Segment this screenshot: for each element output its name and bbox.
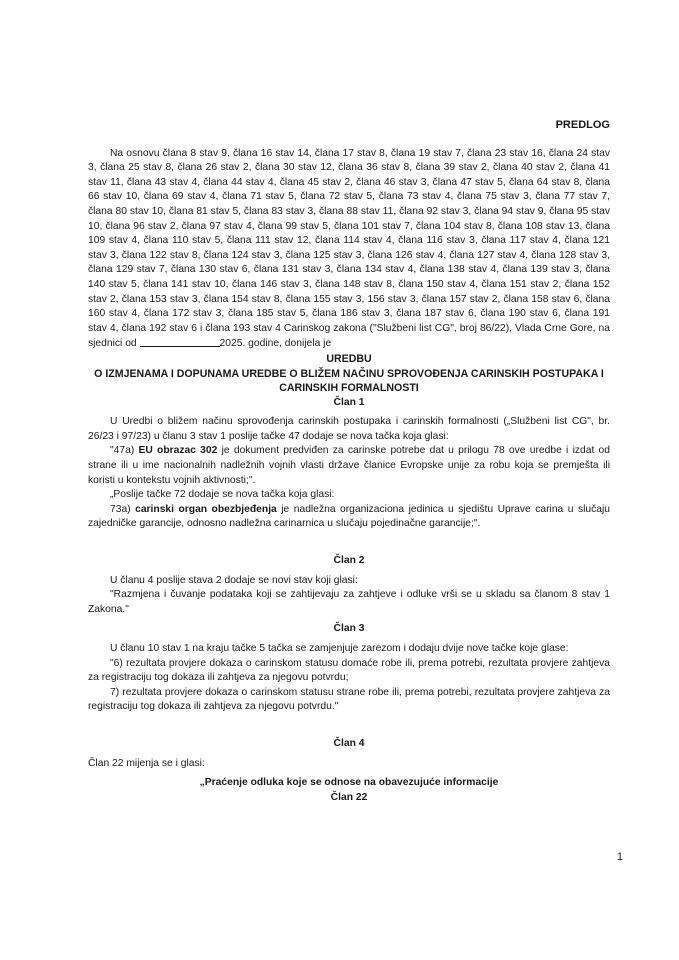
page-number: 1: [616, 851, 623, 863]
point-73a-text: je nadležna organizaciona jedinica u sjedištu Uprave carina u slučaju zajedničke garancije, odnosno nadležna carinarnica u slučaju pojedinačne garancije;".: [88, 503, 610, 530]
preamble: [88, 147, 610, 352]
decree-title: UREDBU: [326, 352, 372, 365]
article-1-point-47a: [88, 444, 610, 488]
article-3-point-6: "6) rezultata provjere dokaza o carinskom statusu domaće robe ili, prema potrebi, rezultata provjere zahtjeva za registraciju tog dokaza ili zahtjeva za njegovu potvrdu;: [88, 657, 610, 684]
point-73a-prefix: 73a): [110, 503, 136, 515]
preamble-date-suffix: 2025. godine, donijela je: [219, 338, 332, 350]
point-47a-text: je dokument predviđen za carinske potrebe dat u prilogu 78 ove uredbe i izdat od strane ili u ime nacionalnih nadležnih vojnih vlasti države članice Evropske unije za robu koja se premješta ili koristi u kontekstu vojnih aktivnosti;".: [88, 445, 611, 486]
preamble-text: Na osnovu člana 8 stav 9, člana 16 stav 14, člana 17 stav 8, člana 19 stav 7, člana 23 stav 16, člana 24 stav 3, člana 25 stav 8, člana 26 stav 2, člana 30 stav 12, člana 36 stav 8, člana 39 stav 2, člana 40 stav 2, člana 41 stav 11, člana 43 stav 4, člana 44 stav 4, člana 45 stav 2, člana 46 stav 3, člana 47 stav 5, člana 64 stav 8, člana 66 stav 10, člana 69 stav 4, člana 71 stav 5, člana 72 stav 5, člana 73 stav 4, člana 75 stav 3, člana 77 stav 7, člana 80 stav 10, člana 81 stav 5, člana 83 stav 3, člana 88 stav 11, člana 92 stav 3, člana 94 stav 9, člana 95 stav 10, člana 96 stav 2, člana 97 stav 4, člana 99 stav 5, člana 101 stav 7, člana 104 stav 8, člana 108 stav 13, člana 109 stav 4, člana 110 stav 5, člana 111 stav 12, člana 114 stav 4, člana 116 stav 3, člana 117 stav 4, člana 121 stav 3, člana 122 stav 8, člana 124 stav 3, člana 125 stav 3, člana 126 stav 4, člana 127 stav 4, člana 128 stav 3, člana 129 stav 7, člana 130 stav 6, člana 131 stav 3, člana 134 stav 4, člana 138 stav 4, člana 139 stav 3, člana 140 stav 5, člana 141 stav 10, člana 146 stav 3, člana 148 stav 8, člana 150 stav 4, člana 151 stav 2, člana 152 stav 2, člana 153 stav 3, člana 154 stav 8, člana 155 stav 3, 156 stav 3, člana 157 stav 2, člana 158 stav 6, člana 160 stav 4, člana 172 stav 3, člana 185 stav 5, člana 186 stav 3, člana 187 stav 6, člana 190 stav 6, člana 191 stav 4, člana 192 stav 6 i člana 193 stav 4 Carinskog zakona ("Službeni list CG", broj 86/22), Vlada Crne Gore, na sjednici od: [88, 147, 610, 350]
decree-subtitle: O IZMJENAMA I DOPUNAMA UREDBE O BLIŽEM NAČINU SPROVOĐENJA CARINSKIH POSTUPAKA I CARINSKIH FORMALNOSTI: [94, 367, 604, 395]
article-1-intro-2: „Poslije tačke 72 dodaje se nova tačka koja glasi:: [110, 489, 335, 501]
article-1-heading: Član 1: [333, 396, 365, 408]
article-1-point-73a: [88, 503, 610, 532]
proposal-label: PREDLOG: [555, 119, 610, 131]
article-3-intro: U članu 10 stav 1 na kraju tačke 5 tačka se zamjenjuje zarezom i dodaju dvije nove tačke koje glase:: [110, 643, 569, 654]
point-73a-term: carinski organ obezbjeđenja: [135, 503, 277, 515]
article-4-subtitle: „Praćenje odluka koje se odnose na obavezujuće informacije: [199, 777, 499, 789]
point-47a-prefix: "47a): [110, 445, 139, 457]
article-2-heading: Član 2: [333, 555, 365, 567]
article-3-point-7: 7) rezultata provjere dokaza o carinskom statusu strane robe ili, prema potrebi, rezultata provjere zahtjeva za registraciju tog dokaza ili zahtjeva za njegovu potvrdu.": [88, 686, 610, 713]
page-content: [88, 118, 610, 805]
article-3-heading: Član 3: [333, 623, 365, 635]
article-4-heading: Član 4: [333, 737, 365, 749]
date-blank-line: [140, 336, 220, 347]
article-4-intro: Član 22 mijenja se i glasi:: [88, 757, 205, 769]
article-1-intro: U Uredbi o bližem načinu sprovođenja carinskih postupaka i carinskih formalnosti („Službeni list CG", br. 26/23 i 97/23) u članu 3 stav 1 poslije tačke 47 dodaje se nova tačka koja glasi:: [88, 416, 610, 442]
article-2-text: "Razmjena i čuvanje podataka koji se zahtijevaju za zahtjeve i odluke vrši se u skladu sa članom 8 stav 1 Zakona.": [88, 589, 610, 615]
article-2-intro: U članu 4 poslije stava 2 dodaje se novi stav koji glasi:: [110, 574, 358, 586]
point-47a-term: EU obrazac 302: [138, 445, 218, 457]
article-4-subheading: Član 22: [330, 791, 368, 803]
